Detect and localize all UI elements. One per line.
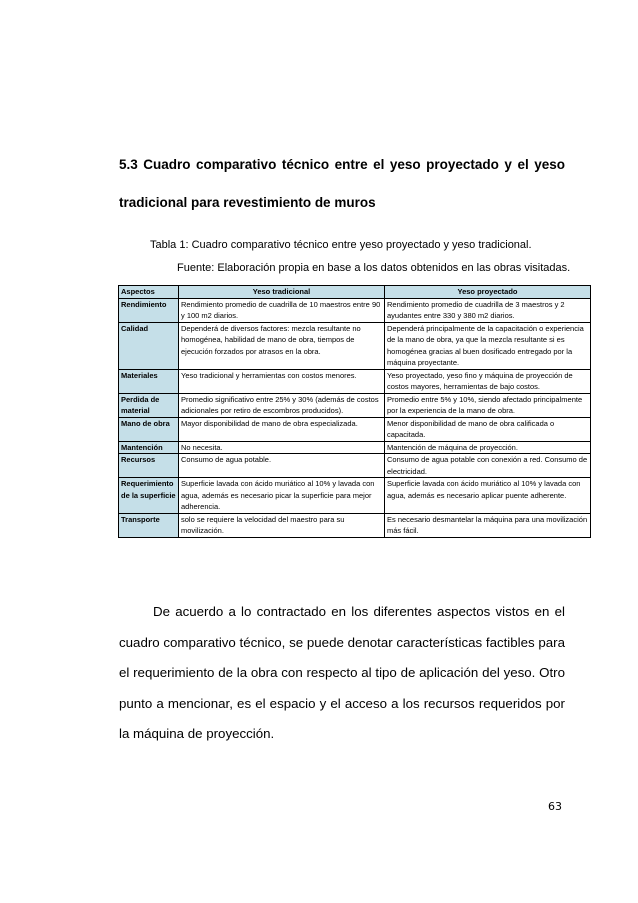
header-projected: Yeso proyectado <box>385 286 591 299</box>
row-projected-cell: Es necesario desmantelar la máquina para una movilización más fácil. <box>385 513 591 537</box>
row-aspect-cell: Transporte <box>119 513 179 537</box>
table-row <box>119 393 591 417</box>
row-aspect-cell: Materiales <box>119 369 179 393</box>
header-aspects: Aspectos <box>119 286 179 299</box>
table-row <box>119 322 591 369</box>
row-aspect-cell: Recursos <box>119 454 179 478</box>
row-aspect-cell: Requerimiento de la superficie <box>119 478 179 514</box>
row-projected-cell: Yeso proyectado, yeso fino y máquina de proyección de costos mayores, herramientas de bajo costos. <box>385 369 591 393</box>
body-paragraph <box>119 597 565 750</box>
row-projected-cell: Menor disponibilidad de mano de obra calificada o capacitada. <box>385 417 591 441</box>
section-heading-line-2: tradicional para revestimiento de muros <box>119 195 376 210</box>
row-projected-cell: Consumo de agua potable con conexión a red. Consumo de electricidad. <box>385 454 591 478</box>
row-traditional-cell: Mayor disponibilidad de mano de obra especializada. <box>179 417 385 441</box>
table-row <box>119 513 591 537</box>
row-traditional-cell: Superficie lavada con ácido muriático al 10% y lavada con agua, además es necesario picar la superficie para mejor adherencia. <box>179 478 385 514</box>
row-projected-cell: Mantención de máquina de proyección. <box>385 441 591 454</box>
table-source: Fuente: Elaboración propia en base a los datos obtenidos en las obras visitadas. <box>177 262 571 274</box>
table-row <box>119 441 591 454</box>
table-header-row <box>119 286 591 299</box>
row-traditional-cell: Dependerá de diversos factores: mezcla resultante no homogénea, habilidad de mano de obra, tiempos de ejecución forzados por atrasos en la obra. <box>179 322 385 369</box>
row-traditional-cell: solo se requiere la velocidad del maestro para su movilización. <box>179 513 385 537</box>
row-projected-cell: Rendimiento promedio de cuadrilla de 3 maestros y 2 ayudantes entre 330 y 380 m2 diarios. <box>385 298 591 322</box>
table-row <box>119 478 591 514</box>
table-row <box>119 298 591 322</box>
table-row <box>119 417 591 441</box>
section-heading <box>119 146 565 222</box>
table-row <box>119 369 591 393</box>
page-number: 63 <box>548 800 562 813</box>
row-projected-cell: Dependerá principalmente de la capacitación o experiencia de la mano de obra, ya que la mezcla resultante si es homogénea gracias al buen dosificado entregado por la máquina proyectante. <box>385 322 591 369</box>
row-aspect-cell: Mano de obra <box>119 417 179 441</box>
row-aspect-cell: Perdida de material <box>119 393 179 417</box>
row-aspect-cell: Rendimiento <box>119 298 179 322</box>
section-heading-line-1: 5.3 Cuadro comparativo técnico entre el yeso proyectado y el yeso <box>119 157 565 172</box>
comparison-table <box>118 285 591 538</box>
row-traditional-cell: No necesita. <box>179 441 385 454</box>
row-traditional-cell: Yeso tradicional y herramientas con costos menores. <box>179 369 385 393</box>
body-paragraph-text: De acuerdo a lo contractado en los diferentes aspectos vistos en el cuadro comparativo técnico, se puede denotar características factibles para el requerimiento de la obra con respecto al tipo de aplicación del yeso. Otro punto a mencionar, es el espacio y el acceso a los recursos requeridos por la máquina de proyección. <box>119 604 565 741</box>
row-traditional-cell: Promedio significativo entre 25% y 30% (además de costos adicionales por retiro de escombros producidos). <box>179 393 385 417</box>
table-row <box>119 454 591 478</box>
row-traditional-cell: Consumo de agua potable. <box>179 454 385 478</box>
row-projected-cell: Promedio entre 5% y 10%, siendo afectado principalmente por la experiencia de la mano de obra. <box>385 393 591 417</box>
header-traditional: Yeso tradicional <box>179 286 385 299</box>
table-caption: Tabla 1: Cuadro comparativo técnico entre yeso proyectado y yeso tradicional. <box>150 239 532 251</box>
table-body <box>119 298 591 537</box>
row-traditional-cell: Rendimiento promedio de cuadrilla de 10 maestros entre 90 y 100 m2 diarios. <box>179 298 385 322</box>
row-aspect-cell: Mantención <box>119 441 179 454</box>
row-projected-cell: Superficie lavada con ácido muriático al 10% y lavada con agua, además es necesario aplicar puente adherente. <box>385 478 591 514</box>
row-aspect-cell: Calidad <box>119 322 179 369</box>
